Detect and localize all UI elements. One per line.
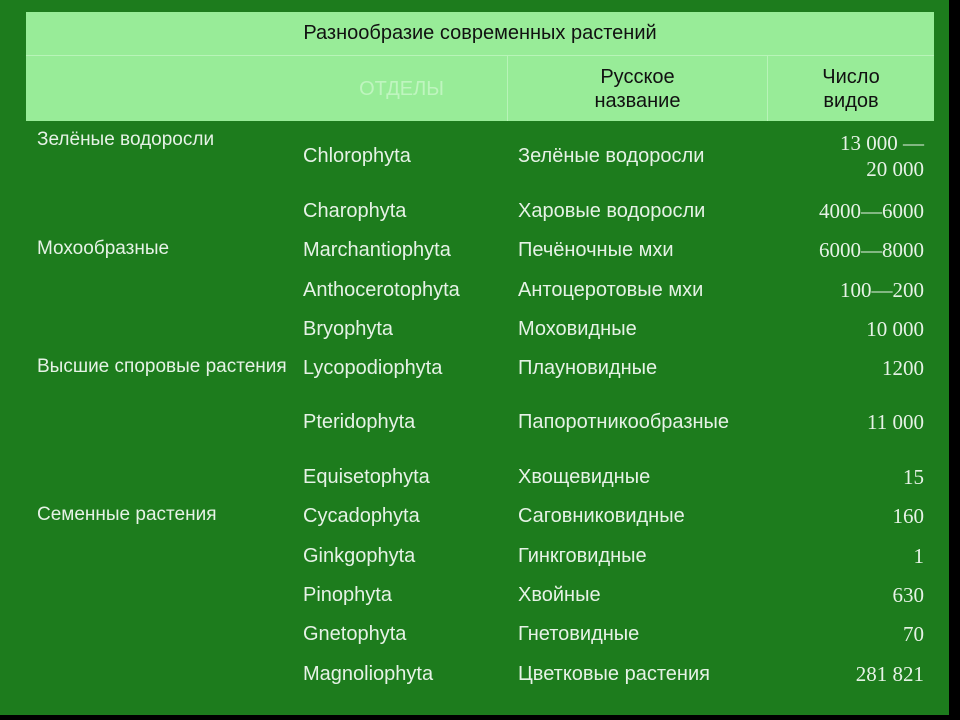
group-label-green-algae: Зелёные водоросли: [37, 129, 215, 150]
species-count: [780, 130, 924, 182]
header-species-count: Число видов: [822, 65, 880, 112]
table-row: [0, 622, 949, 646]
page-title: Разнообразие современных растений: [303, 22, 657, 44]
latin-name: Anthocerotophyta: [303, 279, 460, 301]
species-count: 11 000: [867, 410, 924, 434]
species-count: 100—200: [840, 278, 924, 302]
latin-name: Ginkgophyta: [303, 545, 416, 567]
russian-name: Печёночные мхи: [518, 239, 674, 261]
russian-name: Гинкговидные: [518, 545, 647, 567]
russian-name: Папоротникообразные: [518, 411, 730, 433]
group-label-seed-plants: Семенные растения: [37, 504, 217, 525]
group-label-spore-plants: Высшие споровые растения: [37, 356, 287, 377]
russian-name: Гнетовидные: [518, 623, 640, 645]
species-count: 630: [892, 583, 924, 607]
russian-name: Хвощевидные: [518, 466, 651, 488]
species-count-line: 13 000 —: [840, 131, 924, 155]
header-division: ОТДЕЛЫ: [359, 77, 444, 100]
table-header: [26, 12, 934, 121]
species-count: 1: [913, 544, 924, 568]
species-count: 6000—8000: [819, 238, 924, 262]
table-row: [0, 356, 949, 380]
table-row: [0, 317, 949, 341]
species-count: 1200: [882, 356, 924, 380]
species-count: 160: [892, 504, 924, 528]
table-row: [0, 583, 949, 607]
species-count: 70: [903, 622, 924, 646]
table-row: [0, 238, 949, 262]
latin-name: Pteridophyta: [303, 411, 416, 433]
group-label-bryophytes: Мохообразные: [37, 238, 170, 259]
latin-name: Marchantiophyta: [303, 239, 451, 261]
latin-name: Pinophyta: [303, 584, 392, 606]
table-row: [0, 278, 949, 302]
russian-name: Харовые водоросли: [518, 200, 706, 222]
table-row: [0, 662, 949, 686]
latin-name: Magnoliophyta: [303, 663, 434, 685]
russian-name: Хвойные: [518, 584, 601, 606]
latin-name: Gnetophyta: [303, 623, 407, 645]
species-count: 281 821: [855, 662, 924, 686]
table-row: [0, 410, 949, 434]
latin-name: Cycadophyta: [303, 505, 420, 527]
latin-name: Chlorophyta: [303, 145, 411, 167]
russian-name: Антоцеротовые мхи: [518, 279, 704, 301]
latin-name: Equisetophyta: [303, 466, 430, 488]
table-row: [0, 465, 949, 489]
species-count: 10 000: [866, 317, 924, 341]
species-count-line: 20 000: [866, 157, 924, 181]
table-row: [0, 199, 949, 223]
header-russian-name: Русское название: [594, 65, 681, 112]
latin-name: Lycopodiophyta: [303, 357, 443, 379]
species-count: 4000—6000: [819, 199, 924, 223]
table-row: [0, 544, 949, 568]
latin-name: Bryophyta: [303, 318, 394, 340]
species-count: 15: [903, 465, 924, 489]
russian-name: Плауновидные: [518, 357, 658, 379]
russian-name: Цветковые растения: [518, 663, 710, 685]
table-row: [0, 504, 949, 528]
russian-name: Моховидные: [518, 318, 637, 340]
russian-name: Зелёные водоросли: [518, 145, 705, 167]
russian-name: Саговниковидные: [518, 505, 685, 527]
latin-name: Charophyta: [303, 200, 407, 222]
